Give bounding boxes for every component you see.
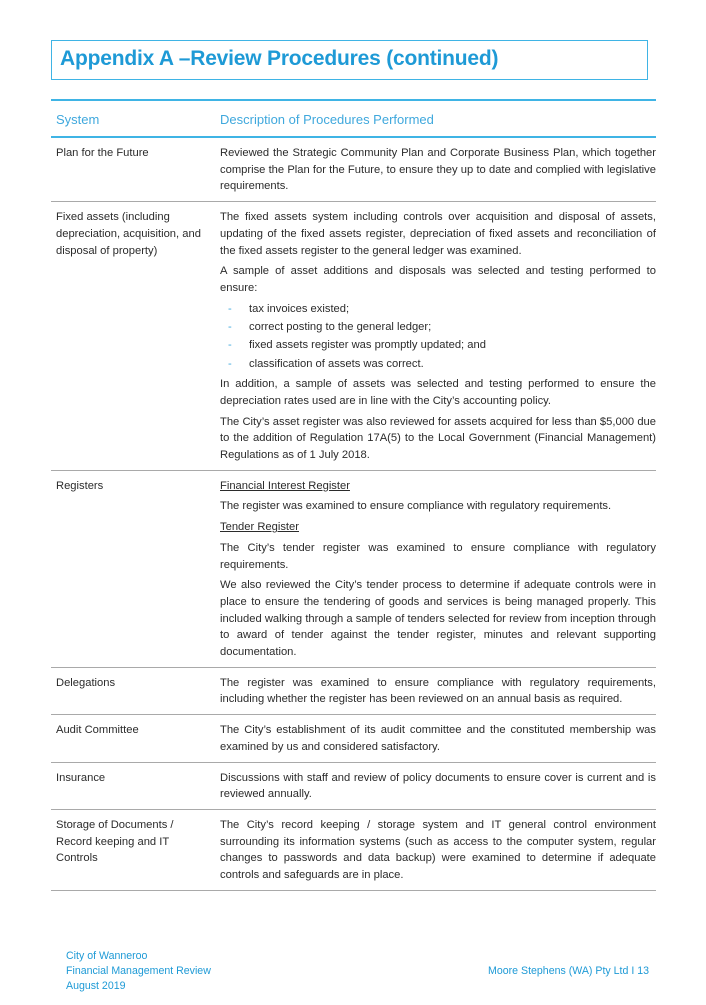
- row-description: [220, 145, 656, 195]
- row-description: [220, 817, 656, 884]
- dash-bullet-icon: -: [228, 339, 232, 352]
- paragraph: We also reviewed the City’s tender process to determine if adequate controls were in place to ensure the tendering of goods and services is being managed properly. This included walking through a sample of tenders selected for review from inception through to award of tender against the tender register, minutes and relevant supporting documentation.: [220, 579, 656, 659]
- row-system: Plan for the Future: [56, 147, 149, 159]
- page-title: Appendix A –Review Procedures (continued): [60, 47, 499, 70]
- footer-page-info: Moore Stephens (WA) Pty Ltd I 13: [488, 965, 649, 977]
- row-system: Insurance: [56, 771, 106, 784]
- paragraph: Discussions with staff and review of policy documents to ensure cover is current and is reviewed annually.: [220, 771, 656, 801]
- list-item: - fixed assets register was promptly updated; and: [220, 337, 656, 354]
- paragraph: The register was examined to ensure compliance with regulatory requirements, including whether the register has been reviewed on an annual basis as required.: [220, 676, 656, 706]
- list-item: - classification of assets was correct.: [220, 356, 656, 373]
- paragraph: The City’s record keeping / storage system and IT general control environment surrounding its information systems (such as access to the computer system, regular changes to passwords and data backup) were examined to determine if adequate controls and safeguards are in place.: [220, 818, 656, 882]
- list-item: - tax invoices existed;: [220, 301, 656, 318]
- paragraph: The City’s asset register was also reviewed for assets acquired for less than $5,000 due to the addition of Regulation 17A(5) to the Local Government (Financial Management) Regulations as of 1 July 2018.: [220, 415, 656, 462]
- dash-bullet-icon: -: [228, 302, 232, 315]
- title-box: [51, 40, 648, 80]
- dash-bullet-icon: -: [228, 357, 232, 370]
- footer-org: City of Wanneroo: [66, 950, 148, 962]
- paragraph: The register was examined to ensure compliance with regulatory requirements.: [220, 500, 612, 513]
- table-row: [51, 668, 656, 715]
- header-description: Description of Procedures Performed: [220, 112, 434, 127]
- row-description: [220, 478, 656, 661]
- footer-left: [66, 949, 211, 994]
- paragraph: The City’s tender register was examined to ensure compliance with regulatory requirements.: [220, 541, 656, 571]
- row-description: [220, 209, 656, 464]
- paragraph: Reviewed the Strategic Community Plan and Corporate Business Plan, which together comprise the Plan for the Future, to ensure they up to date and complied with legislative requirements.: [220, 147, 656, 193]
- footer-report: Financial Management Review: [66, 965, 211, 977]
- row-description: [220, 770, 656, 803]
- row-system: Registers: [56, 479, 104, 492]
- table-row: [51, 202, 656, 471]
- subheading-financial-interest: Financial Interest Register: [220, 479, 350, 492]
- table-row: [51, 810, 656, 891]
- row-system: Delegations: [56, 676, 116, 689]
- row-system: Audit Committee: [56, 724, 139, 737]
- paragraph: A sample of asset additions and disposals was selected and testing performed to ensure:: [220, 265, 656, 294]
- table-row: [51, 138, 656, 202]
- procedures-table: [51, 99, 656, 891]
- table-row: [51, 471, 656, 668]
- table-row: [51, 763, 656, 810]
- table-header: [51, 101, 656, 138]
- paragraph: The City’s establishment of its audit committee and the constituted membership was examined by us and considered satisfactory.: [220, 724, 656, 753]
- bullet-list: [220, 301, 656, 373]
- row-system: Fixed assets (including depreciation, acquisition, and disposal of property): [56, 211, 201, 257]
- table-row: [51, 715, 656, 762]
- row-description: [220, 675, 656, 708]
- row-system: Storage of Documents / Record keeping and IT Controls: [56, 818, 174, 865]
- list-item: - correct posting to the general ledger;: [220, 319, 656, 336]
- header-system: System: [56, 112, 100, 127]
- subheading-tender-register: Tender Register: [220, 521, 299, 534]
- paragraph: In addition, a sample of assets was selected and testing performed to ensure the depreciation rates used are in line with the City’s accounting policy.: [220, 378, 656, 407]
- paragraph: The fixed assets system including controls over acquisition and disposal of assets, updating of the fixed assets register, depreciation of fixed assets and reconciliation of the fixed assets register to the general ledger was examined.: [220, 211, 656, 257]
- row-description: [220, 722, 656, 755]
- footer-date: August 2019: [66, 980, 126, 992]
- dash-bullet-icon: -: [228, 320, 232, 333]
